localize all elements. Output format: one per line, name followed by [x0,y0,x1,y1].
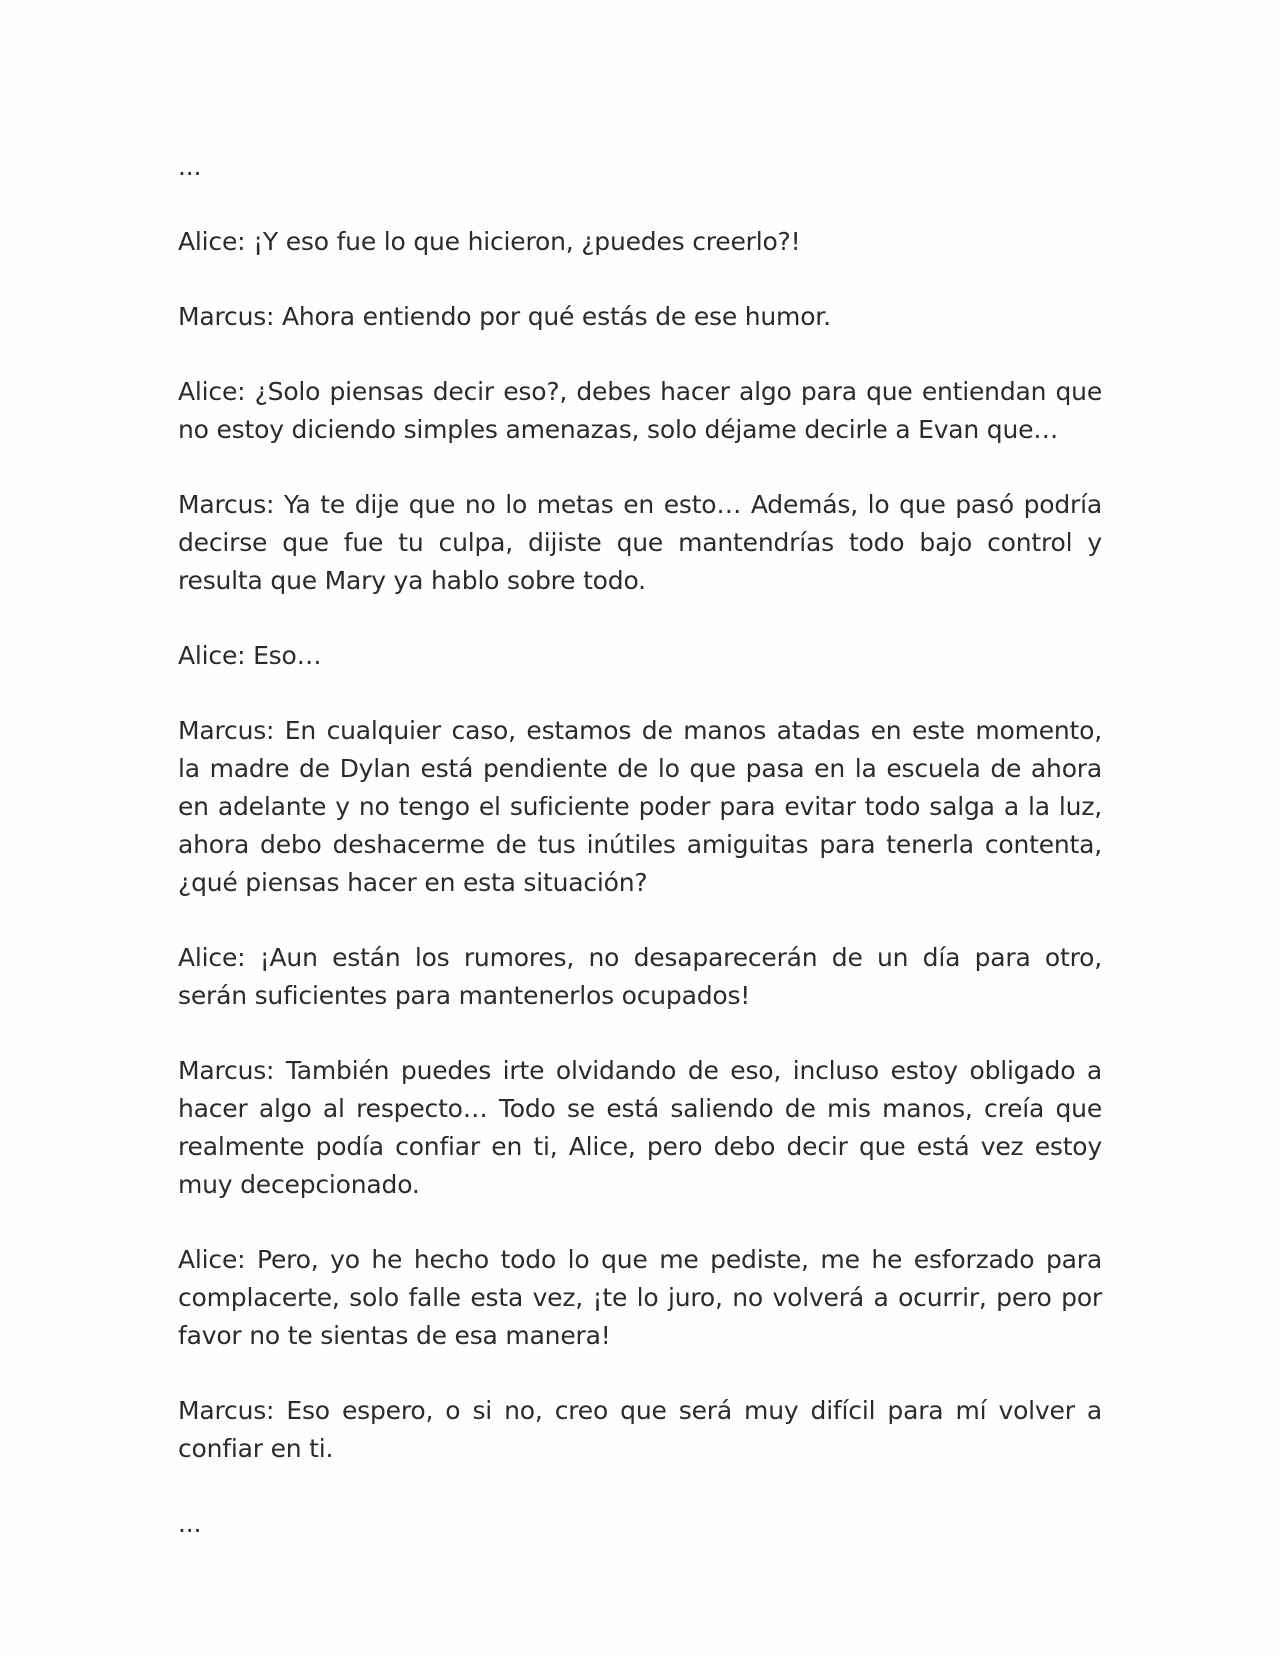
ellipsis-opening: ... [178,152,202,181]
dialogue-line-alice: Alice: ¡Y eso fue lo que hicieron, ¿puedes creerlo?! [178,227,801,256]
dialogue-line-marcus: Marcus: Ahora entiendo por qué estás de ese humor. [178,302,831,331]
dialogue-line-marcus: Marcus: También puedes irte olvidando de eso, incluso estoy obligado a hacer algo al respecto… Todo se está saliendo de mis manos, creía que realmente podía confiar en ti, Alice, pero debo decir que está vez estoy muy decepcionado. [178,1056,1102,1199]
document-body [178,148,1102,1580]
ellipsis-closing: ... [178,1509,202,1538]
dialogue-line-marcus: Marcus: Ya te dije que no lo metas en esto… Además, lo que pasó podría decirse que fue tu culpa, dijiste que mantendrías todo bajo control y resulta que Mary ya hablo sobre todo. [178,490,1102,595]
dialogue-line-alice: Alice: ¿Solo piensas decir eso?, debes hacer algo para que entiendan que no estoy diciendo simples amenazas, solo déjame decirle a Evan que… [178,377,1102,444]
dialogue-line-alice: Alice: Pero, yo he hecho todo lo que me pediste, me he esforzado para complacerte, solo falle esta vez, ¡te lo juro, no volverá a ocurrir, pero por favor no te sientas de esa manera! [178,1245,1102,1350]
dialogue-line-alice: Alice: ¡Aun están los rumores, no desaparecerán de un día para otro, serán suficientes para mantenerlos ocupados! [178,943,1102,1010]
dialogue-line-marcus: Marcus: Eso espero, o si no, creo que será muy difícil para mí volver a confiar en ti. [178,1396,1102,1463]
dialogue-line-marcus: Marcus: En cualquier caso, estamos de manos atadas en este momento, la madre de Dylan está pendiente de lo que pasa en la escuela de ahora en adelante y no tengo el suficiente poder para evitar todo salga a la luz, ahora debo deshacerme de tus inútiles amiguitas para tenerla contenta, ¿qué piensas hacer en esta situación? [178,716,1102,897]
dialogue-line-alice: Alice: Eso… [178,641,322,670]
